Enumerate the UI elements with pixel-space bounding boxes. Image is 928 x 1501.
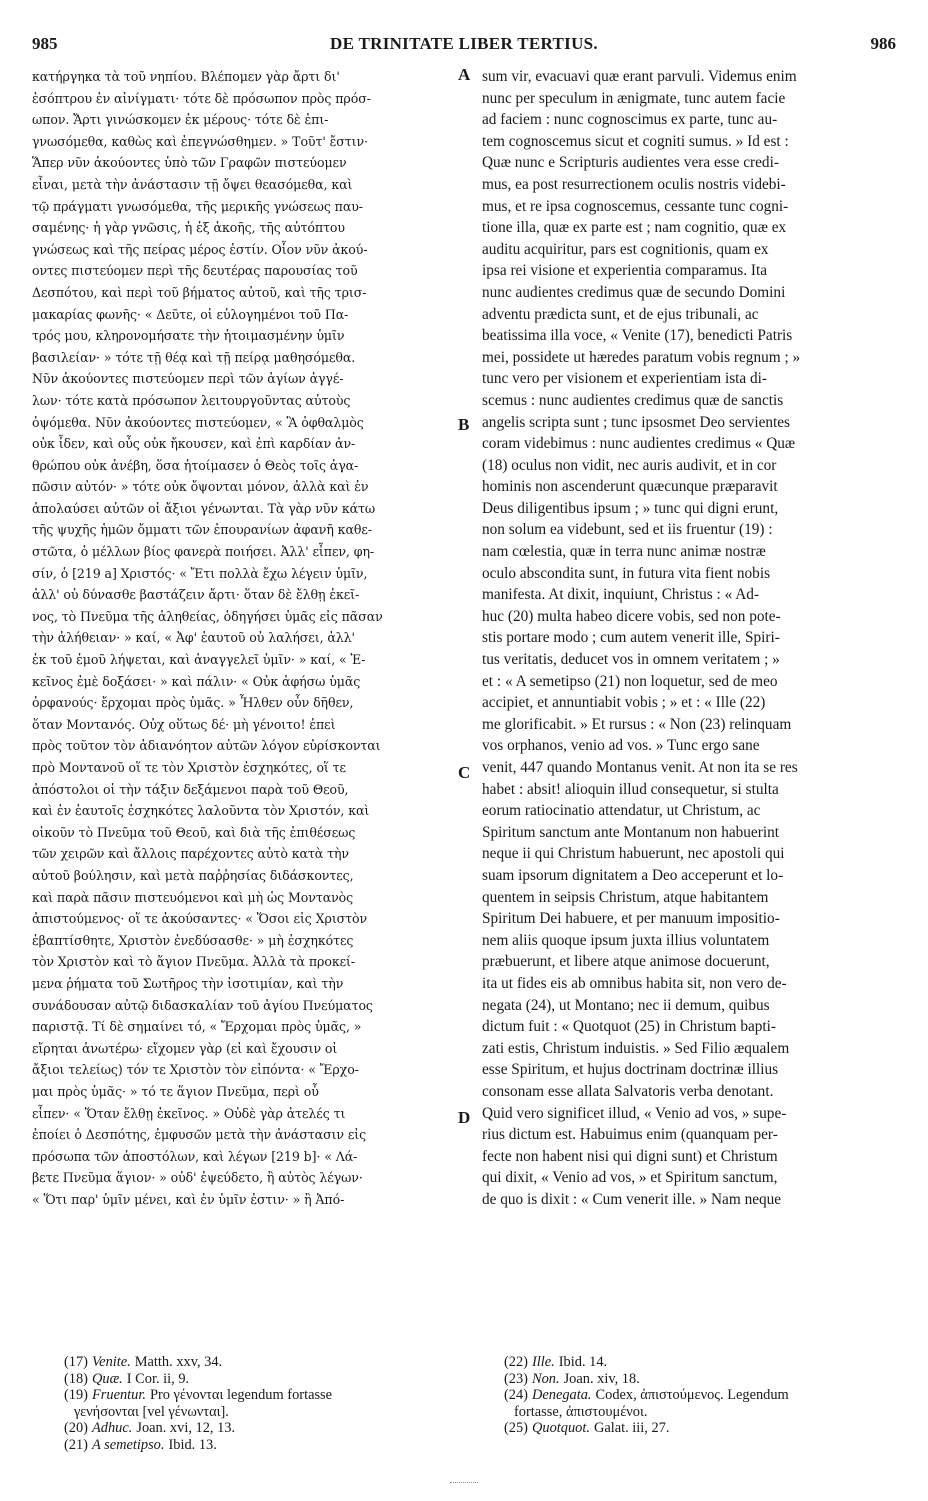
footnote-reference: I Cor. ii, 9. [126, 1370, 190, 1387]
latin-text-line: venit, 447 quando Montanus venit. At non ita se res [482, 759, 798, 776]
greek-text-line: βετε Πνεῦμα ἅγιον· » οὐδ' ἐψεύδετο, ἢ αὐτὸς λέγων· [32, 1170, 363, 1186]
latin-text-line: nam cœlestia, quæ in terra nunc animæ nostræ [482, 543, 766, 561]
latin-text-line: manifesta. At dixit, inquiunt, Christus : « Ad- [482, 586, 760, 604]
greek-text-line: τρός μου, κληρονομήσατε τὴν ἡτοιμασμένην ὑμῖν [32, 328, 345, 344]
latin-text-line: nunc audientes credimus quæ de secundo Domini [482, 283, 786, 301]
latin-text-line: non solum ea videbunt, sed et iis fruentur (19) : [482, 521, 773, 539]
latin-text-line: neque ii qui Christum habuerunt, nec apostoli qui [482, 845, 785, 863]
greek-text-line: κεῖνος ἐμὲ δοξάσει· » καὶ πάλιν· « Οὐκ ἀφήσω ὑμᾶς [32, 673, 361, 689]
latin-text-line: Quæ nunc e Scripturis audientes vera esse credi- [482, 154, 779, 172]
latin-text-line: consonam esse allata Salvatoris verba denotant. [482, 1082, 774, 1100]
greek-text-line: πρὸ Μοντανοῦ οἵ τε τὸν Χριστὸν ἐσχηκότες, οἵ τε [32, 760, 346, 775]
footnotes-left [64, 1354, 464, 1453]
footnote [64, 1420, 464, 1437]
latin-text-line: angelis scripta sunt ; tunc ipsosmet Deo servientes [482, 413, 790, 431]
greek-text-line: πῶσιν αὐτόν· » τότε οὐκ ὄψονται μόνον, ἀλλὰ καὶ ἐν [32, 479, 369, 495]
footnote-lemma: Quæ. [91, 1370, 123, 1387]
greek-text-line: καὶ ἐν ἑαυτοῖς ἐσχηκότες λαλοῦντα τὸν Χριστόν, καὶ [32, 803, 370, 819]
footnote-lemma: A semetipso. [91, 1436, 165, 1453]
greek-text-line: αὐτοῦ βούλησιν, καὶ μετὰ παῤῥησίας διδάσκοντες, [32, 867, 354, 883]
latin-text-column [482, 66, 894, 1210]
latin-text-line: Deus diligentibus ipsum ; » tunc qui digni erunt, [482, 499, 779, 517]
footnote-lemma: Fruentur. [91, 1387, 146, 1403]
latin-text-line: stis portare modo ; cum autem venerit ille, Spiri- [482, 629, 780, 647]
greek-text-line: ἀπιστούμενος· οἵ τε ἀκούσαντες· « Ὅσοι εἰς Χριστὸν [32, 911, 368, 927]
greek-text-line: συνάδουσαν αὐτῷ διδασκαλίαν τοῦ ἁγίου Πνεύματος [32, 997, 373, 1013]
greek-text-line: « Ὅτι παρ' ὑμῖν μένει, καὶ ἐν ὑμῖν ἐστιν· » ἢ Ἀπό- [32, 1191, 345, 1207]
margin-marker-c: C [458, 763, 471, 782]
latin-text-line: accipiet, et annuntiabit vobis ; » et : « Ille (22) [482, 694, 766, 712]
latin-text-line: negata (24), ut Montano; nec ii demum, quibus [482, 996, 770, 1014]
latin-text-line: ipsa rei visione et experientia comparamus. Ita [482, 262, 768, 280]
greek-text-line: μακαρίας φωνῆς· « Δεῦτε, οἱ εὐλογημένοι τοῦ Πα- [32, 306, 349, 322]
greek-text-line: Νῦν ἀκούοντες πιστεύομεν περὶ τῶν ἁγίων ἀγγέ- [32, 371, 344, 387]
greek-text-line: ἀπόστολοι οἱ τὴν τάξιν δεξάμενοι παρὰ τοῦ Θεοῦ, [32, 781, 349, 797]
greek-text-line: καὶ παρὰ πᾶσιν πιστευόμενοι καὶ μὴ ὡς Μοντανὸς [32, 889, 354, 905]
footnote-number: (25) [504, 1420, 528, 1436]
greek-text-line: ὅταν Μοντανός. Οὐχ οὕτως δέ· μὴ γένοιτο! ἐπεὶ [32, 716, 336, 732]
latin-text-line: auditu acquiritur, pars est cognitionis, quam ex [482, 240, 769, 258]
greek-text-line: οἰκοῦν τὸ Πνεῦμα τοῦ Θεοῦ, καὶ διὰ τῆς ἐπιθέσεως [32, 824, 356, 840]
greek-text-line: εἶπεν· « Ὅταν ἔλθῃ ἐκεῖνος. » Οὐδὲ γὰρ ἀτελές τι [32, 1105, 346, 1121]
latin-text-line: coram videbimus : nunc audientes credimus « Quæ [482, 435, 796, 453]
footnote-reference: γενήσονται [vel γένωνται]. [74, 1403, 229, 1420]
footnote-lemma: Quotquot. [531, 1420, 590, 1436]
latin-text-line: hominis non ascenderunt quæcunque præparavit [482, 478, 778, 496]
footnote-number: (20) [64, 1420, 88, 1436]
footnote-reference: Ibid. 13. [168, 1436, 217, 1453]
greek-text-line: παριστᾷ. Τί δὲ σημαίνει τό, « Ἔρχομαι πρὸς ὑμᾶς, » [32, 1019, 362, 1035]
greek-text-line: μενα ῥήματα τοῦ Σωτῆρος τὴν ἰσοτιμίαν, καὶ τὴν [32, 975, 344, 991]
greek-text-line: ἐκ τοῦ ἐμοῦ λήψεται, καὶ ἀναγγελεῖ ὑμῖν· » καί, « Ἐ- [32, 652, 366, 668]
greek-text-line: εἴρηται ἀνωτέρω· εἴχομεν γὰρ (εἰ καὶ ἔχουσιν οἱ [32, 1040, 338, 1056]
greek-text-line: ἐσόπτρου ἐν αἰνίγματι· τότε δὲ πρόσωπον πρὸς πρόσ- [32, 90, 371, 106]
greek-text-line: πρὸς τοῦτον τὸν ἀδιανόητον αὐτῶν λόγον εὑρίσκονται [32, 738, 381, 754]
greek-text-line: σαμένης· ἡ γὰρ γνῶσις, ἡ ἐξ ἀκοῆς, τῆς αὐτόπτου [32, 220, 345, 236]
margin-marker-d: D [458, 1108, 471, 1127]
greek-text-line: τῶν χειρῶν καὶ ἄλλοις παρέχοντες αὐτὸ κατὰ τὴν [32, 846, 349, 862]
footnote-number: (22) [504, 1354, 528, 1370]
footnote [504, 1404, 904, 1421]
footnote-number: (19) [64, 1387, 88, 1403]
greek-text-column [32, 66, 450, 1210]
latin-text-line: suam ipsorum dignitatem a Deo acceperunt et lo- [482, 866, 784, 884]
footnote-reference: Joan. xvi, 12, 13. [136, 1420, 236, 1436]
greek-text-line: τῷ πράγματι γνωσόμεθα, τῆς μερικῆς γνώσεως παυ- [32, 198, 363, 214]
running-title: DE TRINITATE LIBER TERTIUS. [330, 34, 598, 53]
latin-text-line: dictum fuit : « Quotquot (25) in Christum bapti- [482, 1018, 777, 1036]
greek-text-line: Δεσπότου, καὶ περὶ τοῦ βήματος αὐτοῦ, καὶ τῆς τρισ- [32, 284, 367, 300]
latin-text-line: mus, et re ipsa cognoscemus, cessante tunc cogni- [482, 197, 789, 215]
footnote [64, 1437, 464, 1454]
latin-text-line: (18) oculus non vidit, nec auris audivit, et in cor [482, 456, 777, 474]
footnote [504, 1387, 904, 1404]
latin-text-line: ita ut fides eis ab omnibus habita sit, non vero de- [482, 974, 787, 992]
latin-text-line: nunc per speculum in ænigmate, tunc autem facie [482, 89, 786, 107]
latin-text-line: tem cognoscemus sicut et cogniti sumus. » Id est : [482, 132, 789, 150]
greek-text-line: ὀρφανούς· ἔρχομαι πρὸς ὑμᾶς. » Ἦλθεν οὖν δῆθεν, [32, 695, 354, 711]
greek-text-line: βασιλείαν· » τότε τῇ θέᾳ καὶ τῇ πείρᾳ μαθησόμεθα. [32, 349, 356, 365]
latin-text-line: et : « A semetipso (21) non loquetur, sed de meo [482, 672, 778, 690]
footnote-reference: Galat. iii, 27. [593, 1420, 670, 1436]
page-header [32, 34, 896, 58]
footnote-lemma: Venite. [91, 1354, 131, 1370]
latin-text-line: Spiritum sanctum ante Montanum non habuerint [482, 823, 779, 841]
footnote-number: (17) [64, 1354, 88, 1370]
footnote-lemma: Denegata. [531, 1387, 592, 1403]
footnote-number: (23) [504, 1370, 528, 1387]
latin-text-line: me glorificabit. » Et rursus : « Non (23) relinquam [482, 715, 792, 733]
footnote-reference: fortasse, ἀπιστουμένοι. [514, 1403, 648, 1420]
latin-text-line: vos orphanos, venio ad vos. » Tunc ergo sane [482, 737, 760, 755]
latin-text-line: zati estis, Christum induistis. » Sed Filio æqualem [482, 1039, 790, 1057]
greek-text-line: στῶτα, ὁ μέλλων βίος φανερὰ ποιήσει. Ἀλλ' εἶπεν, φη- [32, 544, 375, 560]
footnote-number: (18) [64, 1370, 88, 1387]
footnote [64, 1387, 464, 1404]
greek-text-line: μαι πρὸς ὑμᾶς· » τό τε ἅγιον Πνεῦμα, περὶ οὗ [32, 1083, 319, 1099]
footnote-lemma: Adhuc. [91, 1420, 133, 1436]
greek-text-line: κατήργηκα τὰ τοῦ νηπίου. Βλέπομεν γὰρ ἄρτι δι' [32, 69, 340, 84]
latin-text-line: oculo abscondita sunt, in futura vita fient nobis [482, 564, 771, 582]
footnote-reference: Joan. xiv, 18. [563, 1370, 640, 1387]
latin-text-line: quentem in seipsis Christum, atque habitantem [482, 888, 769, 906]
greek-text-line: τὸν Χριστὸν καὶ τὸ ἅγιον Πνεῦμα. Ἀλλὰ τὰ προκεί- [32, 954, 356, 970]
greek-text-line: ἄξιοι τελείως) τόν τε Χριστὸν τὸν εἰπόντα· « Ἔρχο- [32, 1062, 359, 1078]
footnote [504, 1354, 904, 1371]
footnote [64, 1371, 464, 1388]
latin-text-line: qui dixit, « Venio ad vos, » et Spiritum sanctum, [482, 1169, 778, 1187]
footnote-lemma: Non. [531, 1370, 560, 1387]
latin-text-line: sum vir, evacuavi quæ erant parvuli. Videmus enim [482, 68, 797, 85]
footnote-reference: Ibid. 14. [558, 1354, 608, 1370]
footnote-number: (24) [504, 1387, 528, 1403]
latin-text-line: tunc vero per visionem et experientiam ista di- [482, 370, 768, 388]
greek-text-line: ὀψόμεθα. Νῦν ἀκούοντες πιστεύομεν, « Ἃ ὀφθαλμὸς [32, 414, 364, 430]
greek-text-line: γνωσόμεθα, καθὼς καὶ ἐπεγνώσθημεν. » Τοῦτ' ἔστιν· [32, 133, 368, 149]
greek-text-line: σίν, ὁ [219 a] Χριστός· « Ἔτι πολλὰ ἔχω λέγειν ὑμῖν, [32, 565, 368, 581]
margin-marker-a: A [458, 65, 471, 84]
footnote [504, 1420, 904, 1437]
latin-text-line: beatissima illa voce, « Venite (17), benedicti Patris [482, 327, 793, 345]
greek-text-line: ἀπολαύσει αὐτῶν οἱ ἄξιοι γένωνται. Τὰ γὰρ νῦν κάτω [32, 500, 376, 516]
greek-text-line: τῆς ψυχῆς ἡμῶν ὄμματι τῶν ἐπουρανίων ἀφανῆ καθε- [32, 522, 372, 538]
greek-text-line: οντες πιστεύομεν περὶ τῆς δευτέρας παρουσίας τοῦ [32, 263, 358, 279]
footnotes-right [504, 1354, 904, 1437]
greek-text-line: ἐποίει ὁ Δεσπότης, ἐμφυσῶν μετὰ τὴν ἀνάστασιν εἰς [32, 1127, 367, 1143]
latin-text-line: Spiritum Dei habuere, et per manuum impositio- [482, 910, 780, 928]
footnote [504, 1371, 904, 1388]
page-number-right: 986 [870, 34, 896, 53]
margin-marker-b: B [458, 415, 470, 434]
greek-text-line: θρώπου οὐκ ἀνέβη, ὅσα ἡτοίμασεν ὁ Θεὸς τοῖς ἀγα- [32, 457, 359, 473]
footnote-reference: Pro γένονται legendum fortasse [149, 1387, 333, 1403]
greek-text-line: ἐβαπτίσθητε, Χριστὸν ἐνεδύσασθε· » μὴ ἐσχηκότες [32, 932, 354, 948]
latin-text-line: tione illa, quæ ex parte est ; nam cognitio, quæ ex [482, 219, 787, 237]
latin-text-line: de quo is dixit : « Cum venerit ille. » Nam neque [482, 1190, 782, 1208]
greek-text-line: νος, τὸ Πνεῦμα τῆς ἀληθείας, ὁδηγήσει ὑμᾶς εἰς πᾶσαν [32, 608, 383, 624]
footnote-number: (21) [64, 1436, 88, 1453]
latin-text-line: scemus : nunc audientes credimus quæ de sanctis [482, 391, 784, 409]
greek-text-line: Ἅπερ νῦν ἀκούοντες ὑπὸ τῶν Γραφῶν πιστεύομεν [32, 155, 347, 171]
latin-text-line: huc (20) multa habeo dicere vobis, sed non pote- [482, 607, 781, 625]
latin-text-line: ad faciem : nunc cognoscimus ex parte, tunc au- [482, 111, 778, 129]
latin-text-line: fecte non habent nisi qui digni sunt) et Christum [482, 1147, 778, 1165]
footnote [64, 1354, 464, 1371]
greek-text-line: τὴν ἀλήθειαν· » καί, « Ἀφ' ἑαυτοῦ οὐ λαλήσει, ἀλλ' [32, 630, 355, 646]
latin-text-line: nem aliis quoque ipsum juxta illius voluntatem [482, 931, 770, 949]
latin-text-line: præbuerunt, et libere atque animose docuerunt, [482, 953, 770, 971]
greek-text-line: οὐκ ἶδεν, καὶ οὖς οὐκ ἤκουσεν, καὶ ἐπὶ καρδίαν ἀν- [32, 436, 356, 452]
latin-text-line: esse Spiritum, et hujus doctrinam doctrinæ illius [482, 1061, 779, 1079]
latin-text-line: tus veritatis, deducet vos in omnem veritatem ; » [482, 651, 780, 669]
latin-text-line: adventu prædicta sunt, et de ejus tribunali, ac [482, 305, 759, 323]
greek-text-line: λων· τότε κατὰ πρόσωπον λειτουργοῦντας αὐτοὺς [32, 392, 351, 408]
page-number-left: 985 [32, 34, 58, 53]
footnote [64, 1404, 464, 1421]
greek-text-line: γνώσεως καὶ τῆς πείρας μέρος ἐστίν. Οἷον νῦν ἀκού- [32, 241, 368, 257]
greek-text-line: εἶναι, μετὰ τὴν ἀνάστασιν τῇ ὄψει θεασόμεθα, καὶ [32, 176, 353, 192]
bottom-divider [450, 1482, 478, 1485]
footnote-lemma: Ille. [531, 1354, 555, 1370]
greek-text-line: πρόσωπα τῶν ἀποστόλων, καὶ λέγων [219 b]· « Λά- [32, 1148, 358, 1164]
latin-text-line: habet : absit! alioquin illud consequetur, si stulta [482, 780, 779, 798]
footnote-reference: Codex, ἀπιστούμενος. Legendum [595, 1387, 789, 1403]
greek-text-line: ἀλλ' οὐ δύνασθε βαστάζειν ἄρτι· ὅταν δὲ ἔλθῃ ἐκεῖ- [32, 587, 360, 603]
latin-text-line: Quid vero significet illud, « Venio ad vos, » supe- [482, 1104, 787, 1122]
latin-text-line: eorum ratiocinatio attendatur, ut Christum, ac [482, 802, 761, 820]
footnote-reference: Matth. xxv, 34. [134, 1354, 223, 1370]
latin-text-line: mei, possidete ut hæredes paratum vobis regnum ; » [482, 348, 801, 366]
latin-text-line: rius dictum est. Habuimus enim (quanquam per- [482, 1126, 778, 1144]
latin-text-line: mus, ea post resurrectionem oculis nostris videbi- [482, 175, 786, 193]
greek-text-line: ωπον. Ἄρτι γινώσκομεν ἐκ μέρους· τότε δὲ ἐπι- [32, 112, 329, 128]
